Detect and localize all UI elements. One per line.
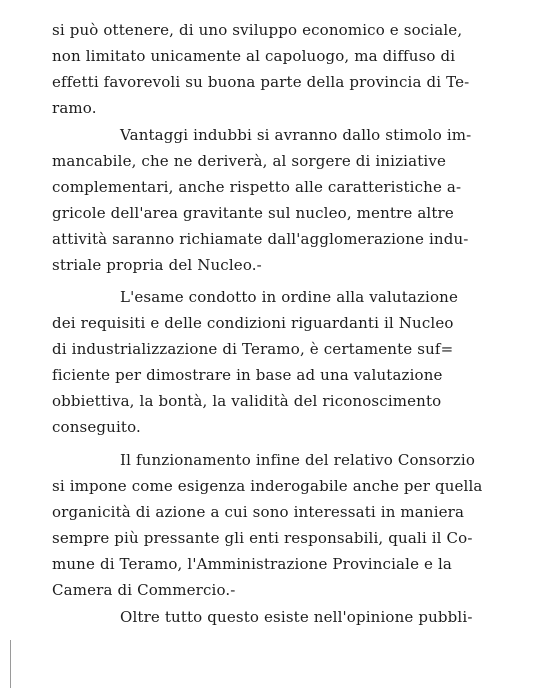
scan-edge-mark (10, 640, 11, 688)
text-line: attività saranno richiamate dall'agglomerazione indu- (52, 230, 469, 248)
text-line: ficiente per dimostrare in base ad una valutazione (52, 366, 443, 384)
text-line: effetti favorevoli su buona parte della provincia di Te- (52, 73, 470, 91)
paragraph-start-line: Vantaggi indubbi si avranno dallo stimolo im- (120, 126, 472, 144)
paragraph-start-line: Oltre tutto questo esiste nell'opinione pubbli- (120, 608, 473, 626)
text-line: si può ottenere, di uno sviluppo economico e sociale, (52, 21, 463, 39)
paragraph-start-line: L'esame condotto in ordine alla valutazione (120, 288, 458, 306)
text-line: ramo. (52, 99, 97, 117)
text-line: si impone come esigenza inderogabile anche per quella (52, 477, 483, 495)
text-line: obbiettiva, la bontà, la validità del riconoscimento (52, 392, 442, 410)
text-line: gricole dell'area gravitante sul nucleo, mentre altre (52, 204, 454, 222)
text-line: striale propria del Nucleo.- (52, 256, 262, 274)
text-line: conseguito. (52, 418, 141, 436)
text-line: mune di Teramo, l'Amministrazione Provinciale e la (52, 555, 453, 573)
text-line: dei requisiti e delle condizioni riguardanti il Nucleo (52, 314, 454, 332)
text-line: sempre più pressante gli enti responsabili, quali il Co- (52, 529, 473, 547)
text-line: di industrializzazione di Teramo, è certamente suf= (52, 340, 454, 358)
text-line: Camera di Commercio.- (52, 581, 236, 599)
text-line: organicità di azione a cui sono interessati in maniera (52, 503, 465, 521)
text-line: mancabile, che ne deriverà, al sorgere di iniziative (52, 152, 446, 170)
text-line: complementari, anche rispetto alle caratteristiche a- (52, 178, 462, 196)
text-line: non limitato unicamente al capoluogo, ma diffuso di (52, 47, 456, 65)
paragraph-start-line: Il funzionamento infine del relativo Consorzio (120, 451, 476, 469)
